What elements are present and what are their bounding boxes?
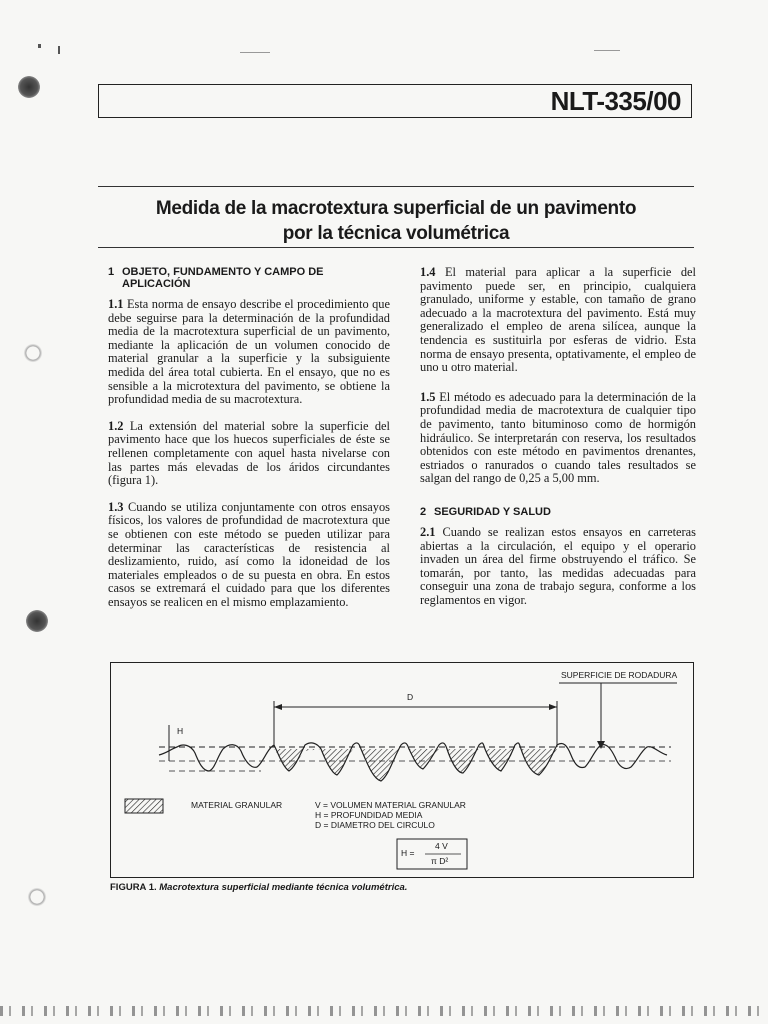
legend-swatch [125, 799, 163, 813]
punch-hole [18, 76, 40, 98]
title-rule-top [98, 186, 694, 187]
scan-speck [58, 46, 60, 54]
formula-denominator: π D² [431, 856, 449, 866]
legend-d: D = DIAMETRO DEL CIRCULO [315, 820, 435, 830]
title-line-1: Medida de la macrotextura superficial de un pavimento [155, 198, 637, 219]
left-column [108, 266, 390, 618]
paragraph-1-1: 1.1 Esta norma de ensayo describe el procedimiento que debe seguirse para la determinación de la profundidad media de la macrotextura superficial de un pavimento, mediante la aplicación de un volumen conocido de material granular a la superficie y la subsiguiente medida del área total cubierta. En el ensayo, que no es sensible a la microtextura del pavimento, se obtiene la profundidad media de su macrotextura. [108, 297, 390, 407]
punch-hole [26, 610, 48, 632]
surface-label: SUPERFICIE DE RODADURA [561, 670, 678, 680]
paragraph-1-2: 1.2 La extensión del material sobre la superficie del pavimento hace que los huecos superficiales de éste se rellenen completamente con aquel hasta nivelarse con las partes más elevadas de los áridos circundantes (figura 1). [108, 418, 390, 488]
scan-speck [240, 52, 270, 53]
punch-hole [26, 886, 48, 908]
formula-numerator: 4 V [435, 841, 448, 851]
paragraph-1-5: 1.5 El método es adecuado para la determinación de la profundidad media de macrotextura de cualquier tipo de pavimento, tanto bituminoso como de hormigón hidráulico. Se interpretarán con reserva, los resultados obtenidos con este método en pavimentos drenantes, estriados o ranurados o cuando tales resultados se salgan del rango de 0,25 a 5,00 mm. [420, 389, 696, 486]
figure-1 [110, 662, 694, 878]
macrotexture-diagram [111, 663, 693, 877]
paragraph-2-1: 2.1 Cuando se realizan estos ensayos en carreteras abiertas a la circulación, el equipo y el operario invaden un área del firme obstruyendo el tráfico. Se tomarán, por tanto, las medidas adecuadas para conseguir una zona de trabajo segura, conforme a los reglamentos en vigor. [420, 524, 696, 607]
legend-v: V = VOLUMEN MATERIAL GRANULAR [315, 800, 466, 810]
title-line-2: por la técnica volumétrica [282, 223, 510, 244]
punch-hole [22, 342, 44, 364]
section-1-heading: 1 OBJETO, FUNDAMENTO Y CAMPO DE APLICACIÓN [108, 266, 324, 290]
h-label: H [177, 726, 184, 736]
right-column [420, 266, 696, 616]
document-code: NLT-335/00 [550, 86, 681, 116]
title-rule-bottom [98, 247, 694, 248]
granular-fill [361, 749, 401, 781]
legend-material-label: MATERIAL GRANULAR [191, 800, 283, 810]
scan-speck [594, 50, 620, 51]
legend-h: H = PROFUNDIDAD MEDIA [315, 810, 423, 820]
scan-speck [38, 44, 41, 48]
figure-caption: FIGURA 1. Macrotextura superficial mediante técnica volumétrica. [110, 882, 408, 893]
document-title [98, 196, 694, 246]
document-code-box [98, 84, 692, 118]
scan-edge-artifact [0, 1006, 768, 1016]
pavement-profile [159, 743, 667, 781]
granular-fill [485, 749, 515, 771]
d-label: D [407, 692, 414, 702]
granular-fill [274, 749, 353, 775]
formula-lhs: H = [401, 848, 415, 858]
paragraph-1-3: 1.3 Cuando se utiliza conjuntamente con otros ensayos físicos, los valores de profundidad de macrotextura que se obtienen con este método se pueden utilizar para determinar las características de resistencia al deslizamiento, ruido, así como la idoneidad de los materiales empleados o de su puesta en obra. En estos casos se extremará el cuidado para que los diferentes ensayos se realicen en el mismo emplazamiento. [108, 499, 390, 609]
paragraph-1-4: 1.4 El material para aplicar a la superficie del pavimento puede ser, en principio, cualquiera granulado, uniforme y estable, con tamaño de grano adecuado a la macrotextura del pavimento. Está muy generalizado el empleo de arena silícea, aunque la tendencia es sustituirla por esferas de vidrio. Esta norma de ensayo presenta, optativamente, el empleo de uno u otro material. [420, 265, 696, 375]
section-2-heading: 2 SEGURIDAD Y SALUD [420, 505, 551, 518]
